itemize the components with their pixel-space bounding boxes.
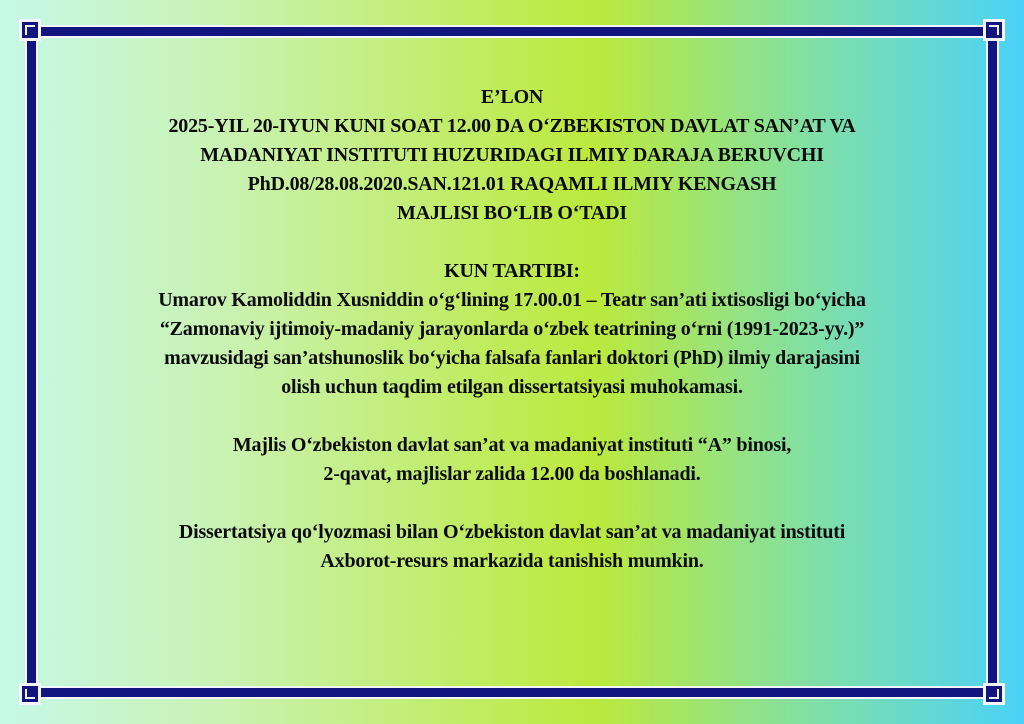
venue-section (48, 431, 976, 489)
title-section (48, 83, 976, 228)
corner-ornament-top-right (986, 22, 1002, 38)
agenda-section (48, 257, 976, 402)
venue-line-2: 2-qavat, majlislar zalida 12.00 da boshlanadi. (323, 463, 701, 485)
access-line-1: Dissertatsiya qo‘lyozmasi bilan O‘zbekiston davlat san’at va madaniyat instituti (178, 521, 846, 543)
venue-line-1: Majlis O‘zbekiston davlat san’at va madaniyat instituti “A” binosi, (232, 434, 792, 456)
announcement-text (48, 83, 976, 576)
agenda-line-4: olish uchun taqdim etilgan dissertatsiyasi muhokamasi. (281, 376, 743, 398)
title-line-2: 2025-YIL 20-IYUN KUNI SOAT 12.00 DA O‘ZBEKISTON DAVLAT SAN’AT VA (168, 115, 856, 137)
title-line-4: PhD.08/28.08.2020.SAN.121.01 RAQAMLI ILMIY KENGASH (247, 173, 777, 195)
agenda-line-3: mavzusidagi san’atshunoslik bo‘yicha falsafa fanlari doktori (PhD) ilmiy darajasini (164, 347, 860, 369)
corner-ornament-bottom-left (22, 686, 38, 702)
corner-ornament-top-left (22, 22, 38, 38)
access-line-2: Axborot-resurs markazida tanishish mumkin. (320, 550, 704, 572)
agenda-line-1: Umarov Kamoliddin Xusniddin o‘g‘lining 17.00.01 – Teatr san’ati ixtisosligi bo‘yicha (158, 289, 866, 311)
corner-ornament-bottom-right (986, 686, 1002, 702)
title-line-3: MADANIYAT INSTITUTI HUZURIDAGI ILMIY DARAJA BERUVCHI (200, 144, 824, 166)
title-line-5: MAJLISI BO‘LIB O‘TADI (397, 202, 627, 224)
agenda-heading: KUN TARTIBI: (444, 260, 580, 282)
title-line-1: E’LON (480, 86, 544, 108)
agenda-line-2: “Zamonaviy ijtimoiy-madaniy jarayonlarda o‘zbek teatrining o‘rni (1991-2023-yy.)” (159, 318, 865, 340)
access-section (48, 518, 976, 576)
